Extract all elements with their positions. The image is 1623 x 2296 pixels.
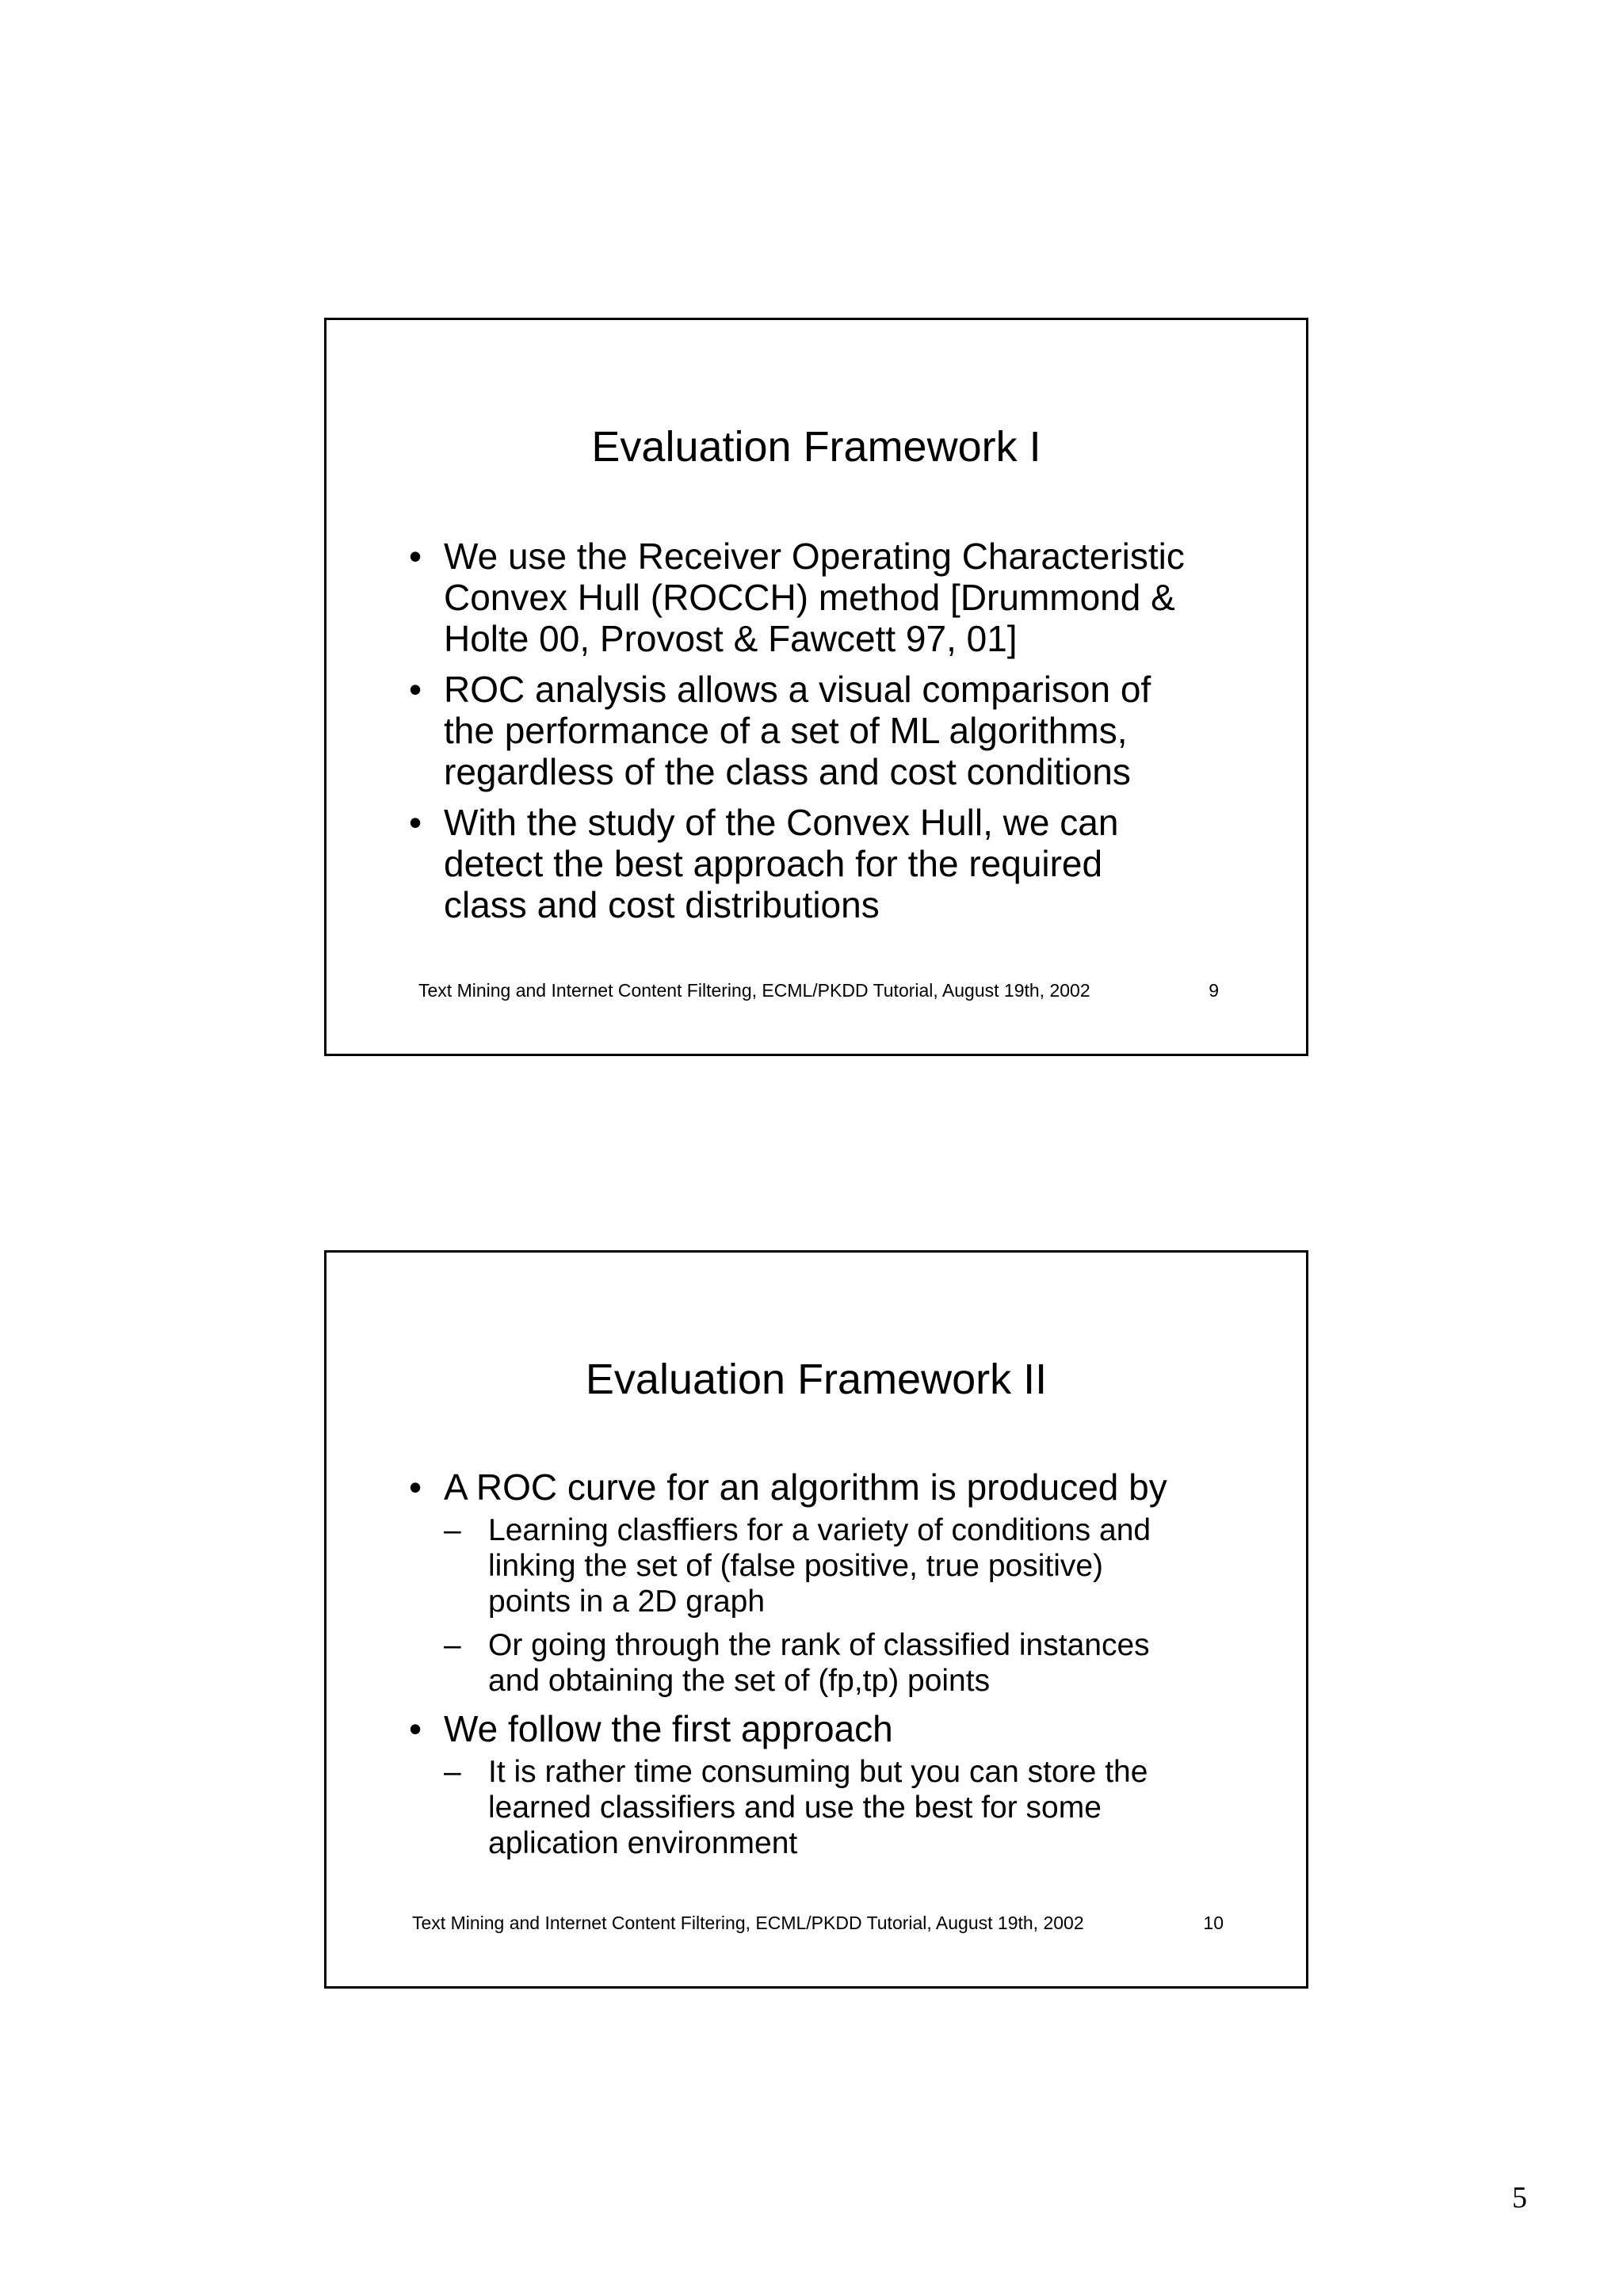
bullet-item (409, 536, 1265, 659)
dash-marker: – (444, 1513, 461, 1547)
slide-number: 10 (1203, 1913, 1224, 1933)
bullet-marker: • (409, 1466, 422, 1508)
bullet-line: With the study of the Convex Hull, we can (444, 802, 1119, 843)
slide-number: 9 (1209, 980, 1219, 1001)
bullet-line: Holte 00, Provost & Fawcett 97, 01] (444, 618, 1018, 659)
sub-bullet-line: learned classifiers and use the best for some (488, 1791, 1102, 1825)
sub-bullet-list (444, 1512, 1265, 1699)
sub-bullet-list (444, 1754, 1265, 1861)
footer-text: Text Mining and Internet Content Filtering, ECML/PKDD Tutorial, August 19th, 2002 (418, 980, 1090, 1001)
sub-bullet-line: linking the set of (false positive, true positive) (488, 1549, 1104, 1583)
bullet-line: ROC analysis allows a visual comparison of (444, 669, 1151, 710)
sub-bullet-line: and obtaining the set of (fp,tp) points (488, 1664, 991, 1698)
bullet-marker: • (409, 1708, 422, 1749)
sub-bullet-line: points in a 2D graph (488, 1585, 766, 1619)
bullet-marker: • (409, 536, 422, 577)
sub-bullet-line: Or going through the rank of classified instances (488, 1628, 1150, 1662)
sub-bullet-item (444, 1512, 1265, 1619)
slide-title: Evaluation Framework I (591, 423, 1041, 471)
bullet-line: We use the Receiver Operating Characteristic (444, 536, 1185, 577)
bullet-item (409, 1466, 1265, 1699)
dash-marker: – (444, 1628, 461, 1662)
bullet-text: A ROC curve for an algorithm is produced by (444, 1466, 1167, 1508)
bullet-text: We follow the first approach (444, 1708, 893, 1749)
bullet-item (409, 802, 1265, 925)
bullet-line: Convex Hull (ROCCH) method [Drummond & (444, 577, 1175, 618)
bullet-list (409, 536, 1265, 935)
bullet-line: regardless of the class and cost conditions (444, 751, 1131, 792)
bullet-marker: • (409, 669, 422, 710)
sub-bullet-line: It is rather time consuming but you can store the (488, 1755, 1148, 1789)
bullet-line: class and cost distributions (444, 884, 880, 925)
sub-bullet-item (444, 1627, 1265, 1699)
bullet-item (409, 1708, 1265, 1861)
bullet-item (409, 669, 1265, 792)
sub-bullet-line: Learning clasffiers for a variety of conditions and (488, 1513, 1151, 1547)
sub-bullet-item (444, 1754, 1265, 1861)
bullet-line: detect the best approach for the required (444, 843, 1103, 884)
footer-text: Text Mining and Internet Content Filtering, ECML/PKDD Tutorial, August 19th, 2002 (412, 1913, 1084, 1933)
slide-title: Evaluation Framework II (585, 1356, 1048, 1403)
slide-10 (324, 1250, 1308, 1989)
bullet-list (409, 1466, 1265, 1871)
dash-marker: – (444, 1755, 461, 1789)
slide-9 (324, 318, 1308, 1056)
bullet-line: the performance of a set of ML algorithms, (444, 710, 1128, 751)
bullet-marker: • (409, 802, 422, 843)
page-number: 5 (1512, 2181, 1527, 2214)
sub-bullet-line: aplication environment (488, 1826, 798, 1860)
